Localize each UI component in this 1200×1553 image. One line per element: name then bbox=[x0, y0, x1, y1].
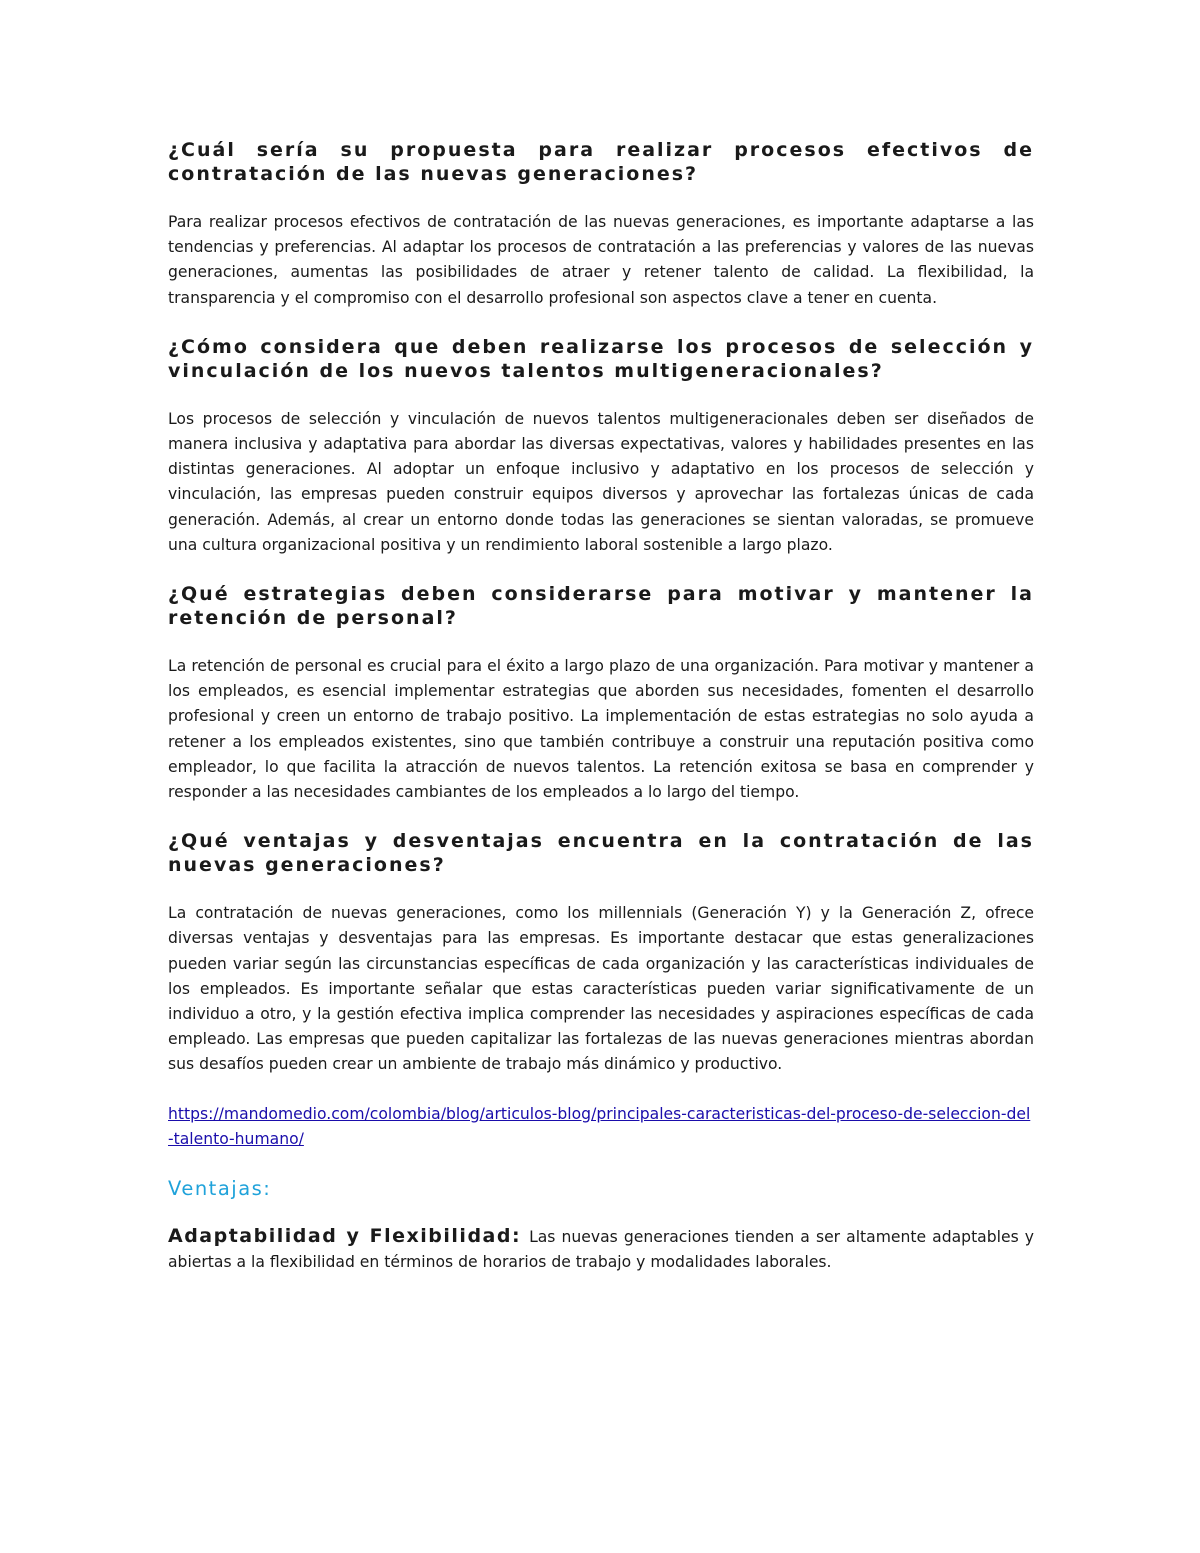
section-heading: ¿Qué estrategias deben considerarse para motivar y mantener la retención de personal? bbox=[168, 583, 1034, 630]
ventaja-item-text: Las nuevas generaciones tienden a ser altamente adaptables y abiertas a la flexibilidad en términos de horarios de trabajo y modalidades laborales. bbox=[168, 1228, 1034, 1272]
source-link-paragraph bbox=[168, 1102, 1034, 1152]
ventaja-item-title: Adaptabilidad y Flexibilidad: bbox=[168, 1225, 522, 1248]
source-link[interactable]: https://mandomedio.com/colombia/blog/articulos-blog/principales-caracteristicas-del-proceso-de-seleccion-del-talento-humano/ bbox=[168, 1104, 1031, 1148]
section-3 bbox=[168, 582, 1034, 829]
section-paragraph: Para realizar procesos efectivos de contratación de las nuevas generaciones, es importante adaptarse a las tendencias y preferencias. Al adaptar los procesos de contratación a las preferencias y valores de las nuevas generaciones, aumentas las posibilidades de atraer y retener talento de calidad. La flexibilidad, la transparencia y el compromiso con el desarrollo profesional son aspectos clave a tener en cuenta. bbox=[168, 213, 1034, 307]
section-paragraph: Los procesos de selección y vinculación de nuevos talentos multigeneracionales deben ser diseñados de manera inclusiva y adaptativa para abordar las diversas expectativas, valores y habilidades presentes en las distintas generaciones. Al adoptar un enfoque inclusivo y adaptativo en los procesos de selección y vinculación, las empresas pueden construir equipos diversos y aprovechar las fortalezas únicas de cada generación. Además, al crear un entorno donde todas las generaciones se sientan valoradas, se promueve una cultura organizacional positiva y un rendimiento laboral sostenible a largo plazo. bbox=[168, 409, 1034, 554]
section-heading: ¿Cómo considera que deben realizarse los procesos de selección y vinculación de los nuevos talentos multigeneracionales? bbox=[168, 335, 1034, 382]
section-paragraph: La contratación de nuevas generaciones, como los millennials (Generación Y) y la Generación Z, ofrece diversas ventajas y desventajas para las empresas. Es importante destacar que estas generalizaciones pueden variar según las circunstancias específicas de cada organización y las características individuales de los empleados. Es importante señalar que estas características pueden variar significativamente de un individuo a otro, y la gestión efectiva implica comprender las necesidades y aspiraciones específicas de cada empleado. Las empresas que pueden capitalizar las fortalezas de las nuevas generaciones mientras abordan sus desafíos pueden crear un ambiente de trabajo más dinámico y productivo. bbox=[168, 904, 1034, 1074]
section-paragraph: La retención de personal es crucial para el éxito a largo plazo de una organización. Para motivar y mantener a los empleados, es esencial implementar estrategias que aborden sus necesidades, fomenten el desarrollo profesional y creen un entorno de trabajo positivo. La implementación de estas estrategias no solo ayuda a retener a los empleados existentes, sino que también contribuye a construir una reputación positiva como empleador, lo que facilita la atracción de nuevos talentos. La retención exitosa se basa en comprender y responder a las necesidades cambiantes de los empleados a lo largo del tiempo. bbox=[168, 657, 1034, 802]
ventajas-heading: Ventajas: bbox=[168, 1177, 272, 1201]
document-page bbox=[168, 138, 1034, 1275]
section-heading: ¿Qué ventajas y desventajas encuentra en la contratación de las nuevas generaciones? bbox=[168, 830, 1034, 877]
section-2 bbox=[168, 335, 1034, 582]
section-4 bbox=[168, 829, 1034, 1101]
section-heading: ¿Cuál sería su propuesta para realizar procesos efectivos de contratación de las nuevas generaciones? bbox=[168, 139, 1034, 185]
section-1 bbox=[168, 138, 1034, 335]
ventaja-item bbox=[168, 1224, 1034, 1275]
